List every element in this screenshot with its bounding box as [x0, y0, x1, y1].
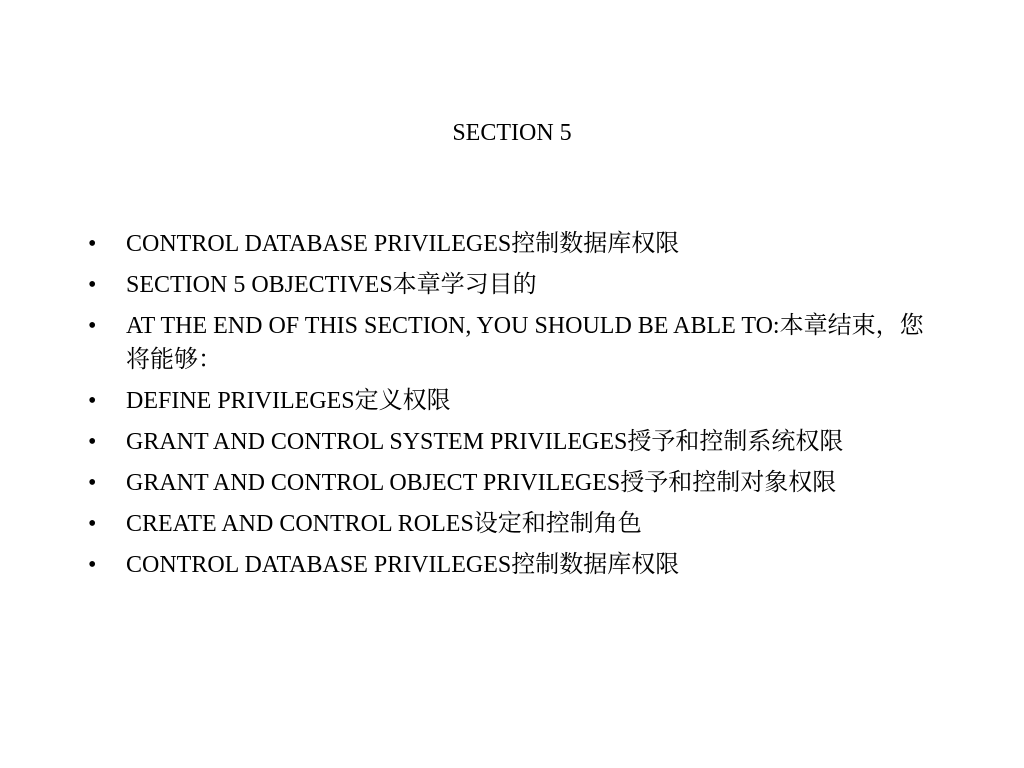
bullet-text: DEFINE PRIVILEGES定义权限 [126, 388, 451, 414]
bullet-item [88, 227, 938, 261]
bullet-icon: • [88, 272, 97, 298]
bullet-text: CREATE AND CONTROL ROLES设定和控制角色 [126, 511, 642, 537]
bullet-item [88, 384, 938, 418]
bullet-text: GRANT AND CONTROL OBJECT PRIVILEGES授予和控制对象权限 [126, 470, 837, 496]
bullet-icon: • [88, 552, 97, 578]
bullet-text: GRANT AND CONTROL SYSTEM PRIVILEGES授予和控制系统权限 [126, 429, 844, 455]
bullet-item [88, 309, 938, 377]
bullet-text: CONTROL DATABASE PRIVILEGES控制数据库权限 [126, 231, 680, 257]
slide-title: SECTION 5 [452, 120, 572, 146]
bullet-icon: • [88, 313, 97, 339]
bullet-icon: • [88, 231, 97, 257]
bullet-text: CONTROL DATABASE PRIVILEGES控制数据库权限 [126, 552, 680, 578]
bullet-item [88, 268, 938, 302]
bullet-item [88, 507, 938, 541]
bullet-item [88, 425, 938, 459]
bullet-text: AT THE END OF THIS SECTION, YOU SHOULD BE ABLE TO:本章结束，您将能够： [126, 313, 924, 373]
bullet-list [88, 227, 938, 589]
bullet-text: SECTION 5 OBJECTIVES本章学习目的 [126, 272, 537, 298]
bullet-icon: • [88, 470, 97, 496]
bullet-icon: • [88, 388, 97, 414]
bullet-icon: • [88, 511, 97, 537]
bullet-icon: • [88, 429, 97, 455]
bullet-item [88, 548, 938, 582]
bullet-item [88, 466, 938, 500]
